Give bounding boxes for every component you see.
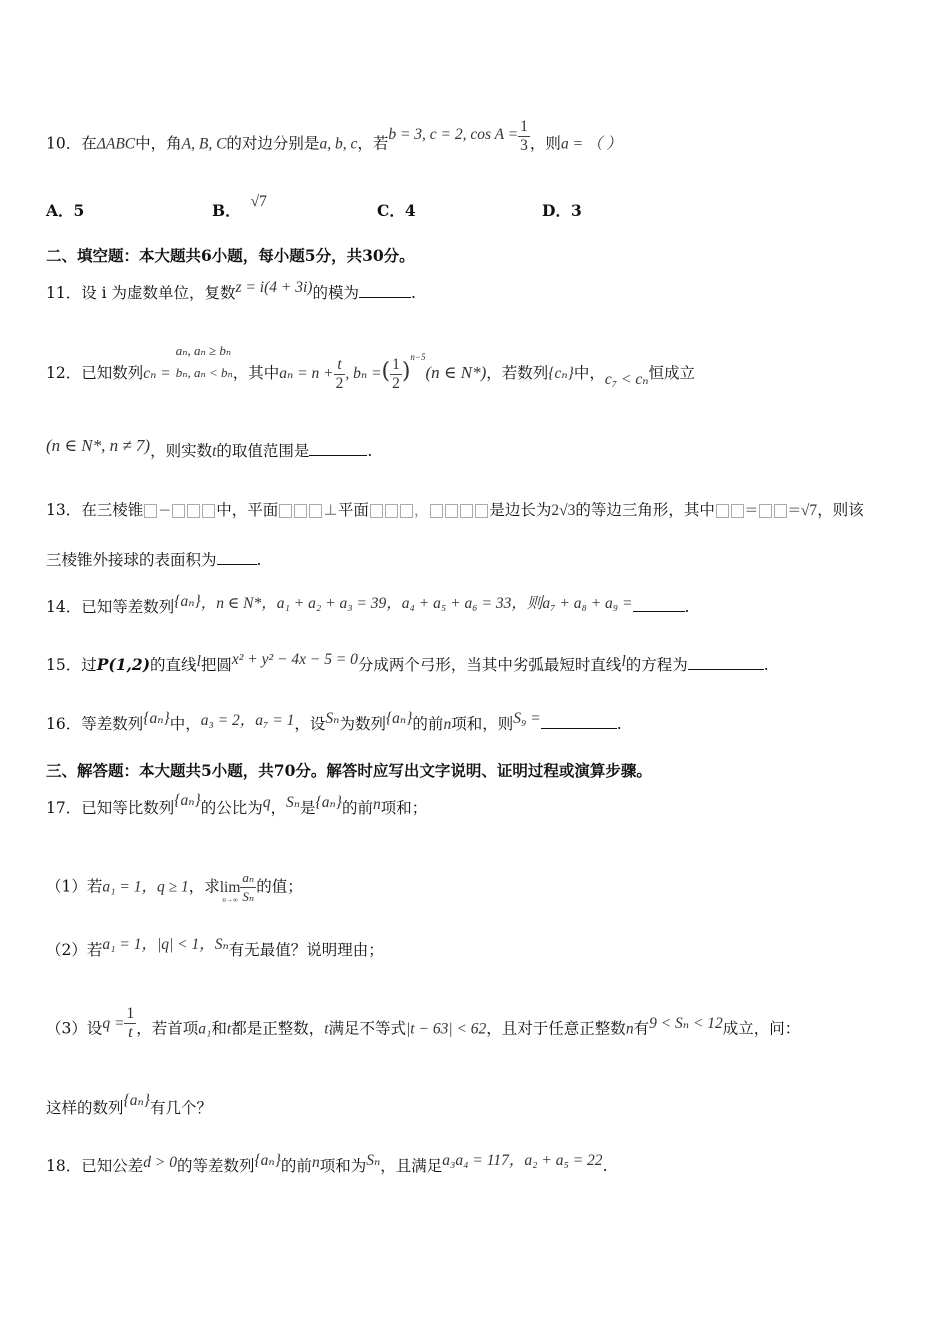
answer-blank <box>688 655 764 670</box>
fraction-numerator: 1 <box>392 355 400 373</box>
text: 设 i 为虚数单位，复数 <box>81 284 236 302</box>
fraction-numerator: 1 <box>520 118 528 135</box>
lim-text: lim <box>219 878 241 896</box>
text: 在三棱锥 <box>81 501 144 519</box>
question-13-cont <box>46 549 261 571</box>
missing-glyph <box>759 504 772 518</box>
given-conditions: b = 3, c = 2, cos A = <box>388 125 519 143</box>
question-number: 12． <box>46 364 82 382</box>
text: ，设 <box>294 715 326 733</box>
text: 有 <box>633 1019 650 1038</box>
circle-equation: x² + y² − 4x − 5 = 0 <box>231 651 358 668</box>
case-1: aₙ, aₙ ≥ bₙ <box>175 343 232 358</box>
an-over-sn <box>240 869 256 906</box>
right-paren: ) <box>401 359 411 384</box>
text: 把圆 <box>200 656 232 674</box>
question-18 <box>46 1152 608 1178</box>
text: 中， <box>573 364 605 382</box>
question-number: 16． <box>46 715 82 733</box>
variable-t: t <box>226 1020 232 1038</box>
domain: (n ∈ N*, n ≠ 7) <box>46 436 151 455</box>
point-p: P(1,2) <box>96 655 151 674</box>
variable-n: n <box>443 716 452 733</box>
piecewise-cases <box>175 343 233 396</box>
text: ，若 <box>357 134 389 153</box>
fraction-denominator: 2 <box>335 374 344 392</box>
sequence: {aₙ} <box>174 792 201 809</box>
ratio-q: q <box>262 794 271 811</box>
missing-glyph <box>279 504 292 518</box>
missing-glyph <box>144 504 157 518</box>
missing-glyph <box>309 504 322 518</box>
question-17-part-2 <box>46 936 384 962</box>
domain: (n ∈ N*) <box>425 363 487 382</box>
text: 的取值范围是 <box>216 442 310 460</box>
question-number: 13． <box>46 501 82 519</box>
text: . <box>616 715 622 733</box>
text: 的公比为 <box>200 799 263 817</box>
text: 的直线 <box>150 656 197 674</box>
fraction-denominator: t <box>128 1024 133 1041</box>
fraction-denominator: Sₙ <box>242 889 255 904</box>
section-heading-solutions: 三、解答题：本大题共5小题，共70分。解答时应写出文字说明、证明过程或演算步骤。 <box>46 761 652 780</box>
text: 的方程为 <box>625 656 688 674</box>
fraction-denominator: 3 <box>520 137 528 154</box>
text: . <box>602 1157 608 1175</box>
line-l: l <box>196 653 201 670</box>
text: ，其中 <box>232 364 280 382</box>
case-2: bₙ, aₙ < bₙ <box>175 365 233 380</box>
text: ，则该 <box>817 501 864 519</box>
answer-blank <box>309 441 367 456</box>
text: 中，平面 <box>216 501 279 519</box>
question-15 <box>46 651 769 677</box>
text: . <box>684 598 690 616</box>
sequence: {cₙ} <box>548 365 574 382</box>
question-ask: S₉ = <box>513 710 541 727</box>
missing-glyph <box>430 504 443 518</box>
text: . <box>763 656 769 674</box>
missing-glyph <box>731 504 744 518</box>
sequence: {aₙ} <box>385 710 413 727</box>
q-def: q = <box>102 1014 125 1032</box>
question-number: 14． <box>46 598 82 616</box>
text: 项和； <box>380 799 428 817</box>
text: . <box>256 551 262 569</box>
answer-blank <box>217 550 257 565</box>
variable-n: n <box>372 796 381 813</box>
triangle-symbol: ΔABC <box>96 135 136 153</box>
conditions: ，n ∈ N*，a₁ + a₂ + a₃ = 39，a₄ + a₅ + a₆ = 33，则 <box>200 595 543 612</box>
conditions: a₁ = 1，|q| < 1， <box>102 936 215 953</box>
missing-glyph <box>187 504 200 518</box>
missing-glyph <box>385 504 398 518</box>
text: 已知数列 <box>81 364 144 382</box>
sqrt-seven: √7 <box>800 502 818 519</box>
answer-blank <box>633 597 685 612</box>
text: ，且满足 <box>380 1157 443 1175</box>
text: 的前 <box>280 1157 312 1175</box>
question-10 <box>46 118 622 163</box>
text: ，求 <box>188 877 220 896</box>
missing-glyph <box>400 504 413 518</box>
text: 为数列 <box>339 715 386 733</box>
sequence: {aₙ} <box>315 794 342 811</box>
question-14 <box>46 593 690 619</box>
text: 项和，则 <box>451 715 514 733</box>
one-over-t <box>124 1005 136 1042</box>
question-number: 10． <box>46 134 82 153</box>
sum-sn: Sₙ <box>285 794 301 811</box>
fraction-numerator: t <box>334 356 346 375</box>
text: ，且对于任意正整数 <box>486 1019 626 1038</box>
part-label: （2）若 <box>46 941 103 959</box>
text: 平面 <box>337 501 369 519</box>
inequality: |t − 63| < 62 <box>406 1020 487 1038</box>
text: 的等差数列 <box>176 1157 255 1175</box>
variable-n: n <box>625 1020 634 1038</box>
text: ，则实数 <box>150 442 213 460</box>
text: 项和为 <box>319 1157 367 1175</box>
missing-glyph <box>774 504 787 518</box>
option-c: C．4 <box>377 201 416 220</box>
missing-glyph <box>445 504 458 518</box>
question-number: 18． <box>46 1157 82 1175</box>
text: . <box>410 284 416 302</box>
text: 是边长为 <box>489 501 552 519</box>
text: 三棱锥外接球的表面积为 <box>46 551 217 569</box>
answer-blank <box>541 714 617 729</box>
question-17-part-3-cont <box>46 1092 212 1120</box>
text: ，则 <box>529 134 561 153</box>
option-d: D．3 <box>542 201 582 220</box>
text: 中， <box>169 715 201 733</box>
text: ，若数列 <box>486 364 549 382</box>
text: 已知等比数列 <box>81 799 175 817</box>
common-difference: d > 0 <box>143 1154 177 1171</box>
text: 在 <box>81 134 97 153</box>
text: 满足不等式 <box>328 1019 407 1038</box>
text: 有几个？ <box>149 1099 212 1117</box>
line-l: l <box>621 653 626 670</box>
equals: = <box>787 501 801 519</box>
range: 9 < Sₙ < 12 <box>649 1014 723 1032</box>
text: 已知等差数列 <box>81 598 175 616</box>
option-b-label: B． <box>212 201 241 220</box>
option-b-value: √7 <box>250 193 267 210</box>
text: 和 <box>211 1019 227 1038</box>
question-12 <box>46 343 695 396</box>
one-half <box>390 356 402 393</box>
variable-t: t <box>324 1020 329 1038</box>
text: 分成两个弓形，当其中劣弧最短时直线 <box>357 656 622 674</box>
missing-glyph <box>370 504 383 518</box>
question-number: 11． <box>46 284 82 302</box>
sequence: {aₙ} <box>143 710 170 727</box>
fraction-numerator: 1 <box>126 1005 135 1022</box>
question-number: 17． <box>46 799 82 817</box>
question-11 <box>46 279 416 305</box>
sides: a, b, c <box>319 135 358 153</box>
sequence: {aₙ} <box>254 1152 281 1169</box>
lim-subscript: n→∞ <box>222 895 238 904</box>
text: 是 <box>300 799 316 817</box>
question-17-part-3 <box>46 1005 801 1048</box>
missing-glyph <box>202 504 215 518</box>
missing-glyph: − <box>158 501 172 519</box>
text: 中，角 <box>135 134 182 153</box>
text: ，若首项 <box>136 1019 199 1038</box>
t-over-2 <box>334 356 346 393</box>
missing-glyph <box>475 504 488 518</box>
text: 的等边三角形，其中 <box>575 501 715 519</box>
part-label: （3）设 <box>46 1019 103 1038</box>
an-def: aₙ = n + <box>279 365 334 382</box>
variable-n: n <box>311 1154 320 1171</box>
text: 这样的数列 <box>46 1099 124 1117</box>
question-ask: a₇ + a₈ + a₉ = <box>542 595 633 612</box>
missing-glyph <box>294 504 307 518</box>
left-paren: ( <box>381 359 391 384</box>
missing-glyph <box>172 504 185 518</box>
option-a: A．5 <box>46 201 85 220</box>
text: 的前 <box>341 799 373 817</box>
conditions: a₁ = 1，q ≥ 1 <box>102 878 189 896</box>
conditions: a₃a₄ = 117，a₂ + a₅ = 22 <box>442 1152 603 1169</box>
text: 有无最值？说明理由； <box>228 941 384 959</box>
complex-expression: z = i(4 + 3i) <box>235 279 313 296</box>
answer-blank <box>359 283 411 298</box>
text: 恒成立 <box>648 364 695 382</box>
inequality: c₇ < cₙ <box>604 371 649 388</box>
option-b <box>212 193 267 221</box>
fraction-numerator: aₙ <box>240 869 256 888</box>
text: 过 <box>81 656 97 674</box>
sum-sn: Sₙ <box>214 936 229 953</box>
question-17 <box>46 792 428 820</box>
part-label: （1）若 <box>46 877 103 896</box>
conditions: a₃ = 2，a₇ = 1 <box>200 712 295 729</box>
text: 都是正整数， <box>231 1019 325 1038</box>
text: . <box>367 442 373 460</box>
sum-sn: Sₙ <box>366 1152 381 1169</box>
limit-expression <box>219 876 241 904</box>
question-12-cont <box>46 436 373 463</box>
text: 的模为 <box>312 284 359 302</box>
question-number: 15． <box>46 656 82 674</box>
cn-def: cₙ = <box>143 365 171 382</box>
fraction-one-third <box>518 118 530 155</box>
section-heading-fill-in: 二、填空题：本大题共6小题，每小题5分，共30分。 <box>46 246 415 265</box>
first-term: a₁ <box>198 1020 212 1038</box>
text: 的对边分别是 <box>226 134 320 153</box>
sequence: {aₙ} <box>174 593 201 610</box>
bn-def: , bₙ = <box>345 365 382 382</box>
text: 的前 <box>412 715 444 733</box>
perpendicular-symbol: ⊥ <box>323 501 338 519</box>
question-13: 13．在三棱锥 − 中，平面 ⊥平面 ， 是边长为2√3的等边三角形，其中 = =√7，则该 <box>46 501 864 519</box>
question-ask: a = （ ） <box>560 135 622 153</box>
text: 等差数列 <box>81 715 144 733</box>
text: ， <box>270 799 286 817</box>
text: 成立，问： <box>722 1019 801 1038</box>
sum-sn: Sₙ <box>325 710 340 727</box>
text: 的值； <box>256 877 303 896</box>
angles: A, B, C <box>181 135 227 153</box>
sequence: {aₙ} <box>123 1092 150 1109</box>
exponent: n−5 <box>410 352 426 362</box>
fraction-denominator: 2 <box>392 374 400 392</box>
missing-glyph <box>460 504 473 518</box>
equals: = <box>744 501 758 519</box>
question-17-part-1 <box>46 869 303 906</box>
question-16 <box>46 710 622 736</box>
side-length: 2√3 <box>551 502 576 519</box>
missing-glyph <box>716 504 729 518</box>
variable-t: t <box>212 443 217 460</box>
text: 已知公差 <box>81 1157 144 1175</box>
